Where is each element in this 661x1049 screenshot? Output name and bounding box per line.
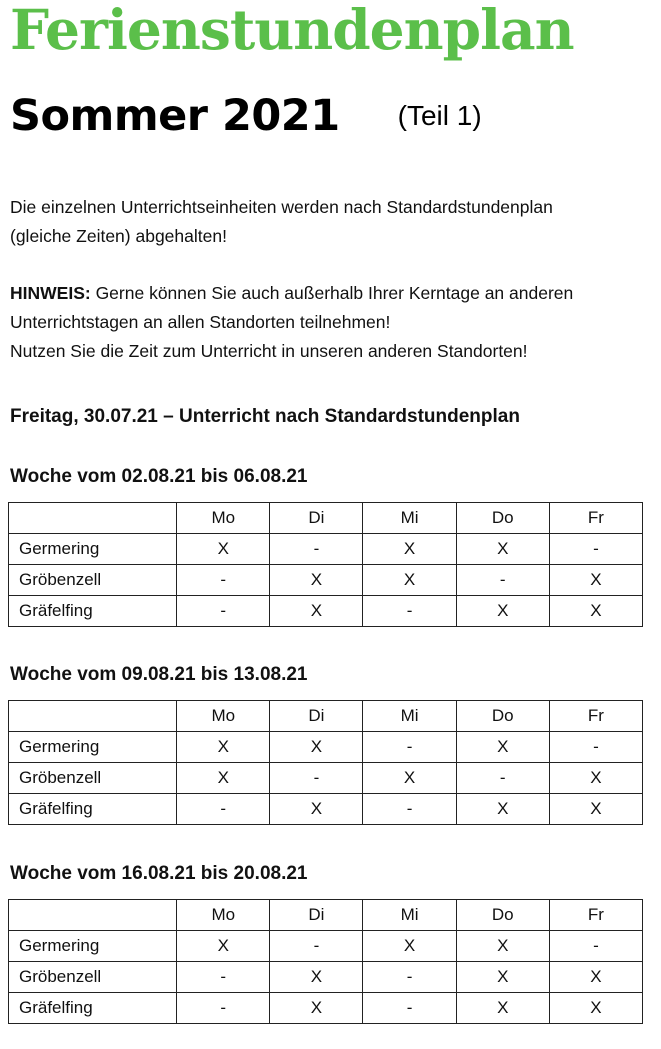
schedule-cell: X <box>177 931 270 962</box>
table-row <box>9 962 643 993</box>
intro-paragraph <box>10 193 655 251</box>
hinweis-label: HINWEIS: <box>10 283 91 303</box>
day-header: Di <box>270 900 363 931</box>
intro-line: (gleiche Zeiten) abgehalten! <box>10 226 227 246</box>
corner-cell <box>9 503 177 534</box>
schedule-cell: X <box>549 794 642 825</box>
table-row <box>9 794 643 825</box>
day-header: Do <box>456 900 549 931</box>
schedule-cell: X <box>270 596 363 627</box>
schedule-cell: X <box>456 794 549 825</box>
schedule-cell: X <box>270 794 363 825</box>
schedule-cell: X <box>456 993 549 1024</box>
schedule-cell: X <box>177 732 270 763</box>
location-cell: Gräfelfing <box>9 794 177 825</box>
schedule-cell: - <box>549 931 642 962</box>
hinweis-line: Unterrichtstagen an allen Standorten teilnehmen! <box>10 312 391 332</box>
week-table <box>8 700 643 825</box>
schedule-cell: - <box>270 534 363 565</box>
table-row <box>9 763 643 794</box>
table-row <box>9 565 643 596</box>
schedule-cell: X <box>549 993 642 1024</box>
day-header: Mo <box>177 900 270 931</box>
week-heading: Woche vom 09.08.21 bis 13.08.21 <box>10 664 308 685</box>
day-header: Mi <box>363 900 456 931</box>
location-cell: Gräfelfing <box>9 596 177 627</box>
schedule-cell: X <box>270 732 363 763</box>
schedule-cell: - <box>549 534 642 565</box>
page-subtitle: Sommer 2021 <box>10 91 340 141</box>
schedule-cell: - <box>456 565 549 596</box>
schedule-cell: - <box>177 565 270 596</box>
location-cell: Gröbenzell <box>9 763 177 794</box>
schedule-cell: X <box>177 763 270 794</box>
table-header-row <box>9 900 643 931</box>
schedule-cell: X <box>363 534 456 565</box>
table-row <box>9 534 643 565</box>
schedule-cell: X <box>456 534 549 565</box>
schedule-cell: - <box>363 596 456 627</box>
day-header: Fr <box>549 503 642 534</box>
table-row <box>9 993 643 1024</box>
schedule-cell: X <box>177 534 270 565</box>
corner-cell <box>9 900 177 931</box>
part-label: (Teil 1) <box>397 100 482 131</box>
day-header: Fr <box>549 701 642 732</box>
schedule-cell: X <box>270 962 363 993</box>
week-heading: Woche vom 16.08.21 bis 20.08.21 <box>10 863 308 884</box>
table-row <box>9 596 643 627</box>
schedule-cell: - <box>270 763 363 794</box>
schedule-cell: X <box>363 565 456 596</box>
schedule-cell: - <box>363 993 456 1024</box>
schedule-cell: X <box>456 962 549 993</box>
table-header-row <box>9 701 643 732</box>
day-header: Mo <box>177 701 270 732</box>
day-header: Mi <box>363 701 456 732</box>
schedule-cell: - <box>177 962 270 993</box>
day-header: Di <box>270 503 363 534</box>
location-cell: Gröbenzell <box>9 565 177 596</box>
schedule-cell: X <box>363 763 456 794</box>
schedule-cell: X <box>549 596 642 627</box>
week-table <box>8 502 643 627</box>
location-cell: Gräfelfing <box>9 993 177 1024</box>
schedule-cell: X <box>456 931 549 962</box>
schedule-cell: - <box>270 931 363 962</box>
schedule-cell: X <box>363 931 456 962</box>
schedule-cell: X <box>270 993 363 1024</box>
day-header: Di <box>270 701 363 732</box>
table-row <box>9 931 643 962</box>
hinweis-paragraph <box>10 279 655 366</box>
hinweis-text: Gerne können Sie auch außerhalb Ihrer Kerntage an anderen <box>90 283 574 303</box>
day-header: Mi <box>363 503 456 534</box>
hinweis-line: Nutzen Sie die Zeit zum Unterricht in unseren anderen Standorten! <box>10 341 528 361</box>
day-header: Mo <box>177 503 270 534</box>
page-title: Ferienstundenplan <box>10 0 574 62</box>
schedule-cell: - <box>363 962 456 993</box>
location-cell: Germering <box>9 732 177 763</box>
schedule-cell: - <box>363 794 456 825</box>
schedule-cell: - <box>363 732 456 763</box>
table-row <box>9 732 643 763</box>
day-header: Fr <box>549 900 642 931</box>
schedule-cell: - <box>177 794 270 825</box>
schedule-cell: - <box>177 993 270 1024</box>
hinweis-line <box>10 279 655 308</box>
week-heading: Woche vom 02.08.21 bis 06.08.21 <box>10 466 308 487</box>
table-header-row <box>9 503 643 534</box>
location-cell: Germering <box>9 534 177 565</box>
schedule-cell: X <box>549 763 642 794</box>
week-table <box>8 899 643 1024</box>
schedule-cell: - <box>177 596 270 627</box>
schedule-cell: X <box>549 962 642 993</box>
day-header: Do <box>456 701 549 732</box>
schedule-cell: X <box>456 596 549 627</box>
location-cell: Gröbenzell <box>9 962 177 993</box>
intro-line: Die einzelnen Unterrichtseinheiten werden nach Standardstundenplan <box>10 197 553 217</box>
corner-cell <box>9 701 177 732</box>
schedule-cell: X <box>456 732 549 763</box>
schedule-cell: - <box>549 732 642 763</box>
schedule-cell: X <box>549 565 642 596</box>
location-cell: Germering <box>9 931 177 962</box>
friday-note: Freitag, 30.07.21 – Unterricht nach Standardstundenplan <box>10 406 520 427</box>
schedule-cell: X <box>270 565 363 596</box>
day-header: Do <box>456 503 549 534</box>
schedule-cell: - <box>456 763 549 794</box>
subtitle-row <box>10 88 482 144</box>
